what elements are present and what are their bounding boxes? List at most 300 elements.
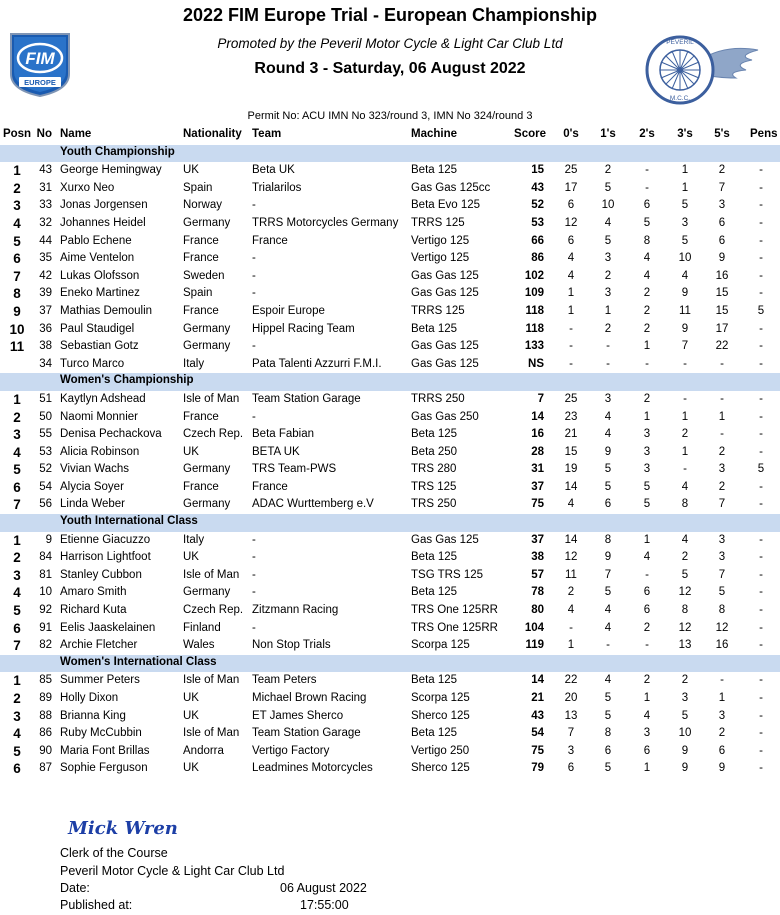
round-line: Round 3 - Saturday, 06 August 2022 [254, 60, 526, 77]
cell-name: Paul Staudigel [60, 322, 135, 335]
cell-fives: - [720, 392, 724, 405]
fim-logo-subtext: EUROPE [24, 78, 56, 87]
cell-zeros: 14 [564, 480, 578, 493]
cell-threes: 9 [681, 744, 689, 757]
col-header-threes: 3's [677, 128, 693, 140]
cell-name: Kaytlyn Adshead [60, 392, 146, 405]
col-header-score: Score [514, 128, 546, 140]
col-header-fives: 5's [714, 128, 730, 140]
cell-nationality: Italy [183, 357, 205, 370]
cell-pens: - [759, 410, 763, 423]
cell-score: 75 [531, 744, 544, 757]
cell-no: 81 [39, 568, 52, 581]
table-row [0, 162, 780, 180]
cell-threes: 1 [681, 445, 689, 458]
cell-pens: - [759, 234, 763, 247]
cell-twos: 1 [643, 410, 651, 423]
cell-team: Vertigo Factory [252, 744, 330, 757]
cell-pens: - [759, 604, 763, 617]
cell-twos: 2 [643, 621, 651, 634]
cell-zeros: 1 [567, 304, 575, 317]
cell-pens: - [759, 533, 763, 546]
cell-zeros: - [569, 340, 573, 353]
cell-machine: TRS One 125RR [411, 604, 498, 617]
cell-fives: 5 [718, 586, 726, 599]
cell-pens: - [759, 639, 763, 652]
cell-pens: - [759, 287, 763, 300]
cell-fives: 2 [718, 727, 726, 740]
cell-pens: - [759, 322, 763, 335]
cell-nationality: Isle of Man [183, 568, 240, 581]
published-label: Published at: [60, 898, 133, 912]
table-row [0, 496, 780, 514]
cell-threes: 3 [681, 692, 689, 704]
col-header-ones: 1's [600, 128, 616, 140]
cell-posn: 4 [13, 726, 21, 742]
cell-twos: 1 [643, 762, 651, 775]
cell-zeros: 20 [564, 692, 578, 704]
cell-threes: 1 [681, 164, 689, 177]
cell-posn: 6 [13, 479, 21, 495]
cell-zeros: 3 [567, 744, 575, 757]
cell-machine: Gas Gas 125cc [411, 181, 491, 194]
date-label: Date: [60, 881, 90, 895]
cell-nationality: Spain [183, 181, 213, 194]
cell-twos: 1 [643, 692, 651, 704]
section-header [0, 373, 780, 391]
table-row [0, 268, 780, 286]
cell-no: 53 [39, 445, 52, 458]
table-row [0, 233, 780, 251]
cell-ones: 5 [604, 480, 612, 493]
cell-ones: 7 [604, 568, 612, 581]
col-header-no: No [36, 128, 52, 140]
cell-score: 31 [531, 463, 544, 476]
cell-posn: 9 [13, 303, 21, 319]
cell-zeros: 6 [567, 199, 575, 212]
cell-nationality: France [183, 304, 219, 317]
cell-nationality: Sweden [183, 269, 225, 282]
cell-twos: - [645, 164, 649, 177]
cell-name: Sebastian Gotz [60, 340, 139, 353]
cell-nationality: France [183, 480, 219, 493]
cell-no: 85 [39, 674, 52, 687]
table-row [0, 180, 780, 198]
cell-machine: Gas Gas 125 [411, 269, 479, 282]
cell-team: - [252, 199, 256, 212]
cell-team: - [252, 533, 256, 546]
cell-nationality: Czech Rep. [183, 604, 244, 617]
cell-threes: 1 [681, 410, 689, 423]
cell-posn: 3 [13, 708, 21, 724]
cell-score: 43 [531, 709, 544, 722]
cell-no: 42 [39, 269, 52, 282]
cell-pens: - [759, 252, 763, 265]
table-row [0, 620, 780, 638]
table-row [0, 532, 780, 550]
cell-nationality: UK [183, 709, 199, 722]
cell-score: 102 [524, 269, 544, 282]
cell-fives: 17 [715, 322, 729, 335]
table-row [0, 444, 780, 462]
cell-score: 37 [531, 480, 544, 493]
cell-twos: 5 [643, 480, 651, 493]
cell-name: Eelis Jaaskelainen [60, 621, 156, 634]
section-title: Women's International Class [60, 655, 217, 668]
cell-team: TRRS Motorcycles Germany [252, 216, 399, 229]
cell-pens: - [759, 340, 763, 353]
cell-team: Espoir Europe [252, 304, 325, 317]
table-row [0, 321, 780, 339]
cell-name: Holly Dixon [60, 692, 119, 704]
cell-no: 34 [39, 357, 52, 370]
cell-nationality: UK [183, 445, 199, 458]
cell-fives: 22 [715, 340, 729, 353]
cell-zeros: 11 [565, 568, 577, 581]
cell-zeros: 6 [567, 762, 575, 775]
cell-pens: - [759, 551, 763, 564]
cell-zeros: 12 [564, 216, 578, 229]
cell-score: 109 [524, 287, 544, 300]
cell-pens: - [759, 568, 763, 581]
cell-no: 86 [39, 727, 52, 740]
cell-team: France [252, 234, 288, 247]
cell-ones: 6 [604, 498, 612, 511]
cell-machine: Gas Gas 125 [411, 357, 479, 370]
cell-nationality: Andorra [183, 744, 224, 757]
cell-zeros: - [569, 357, 573, 370]
section-header [0, 655, 780, 673]
cell-twos: 4 [643, 709, 651, 722]
cell-zeros: 4 [567, 604, 575, 617]
permit-line: Permit No: ACU IMN No 323/round 3, IMN No 324/round 3 [247, 110, 533, 122]
cell-ones: 5 [604, 709, 612, 722]
cell-no: 39 [39, 287, 52, 300]
cell-threes: 2 [681, 551, 689, 564]
cell-nationality: Germany [183, 586, 231, 599]
cell-twos: 4 [643, 551, 651, 564]
cell-zeros: 12 [564, 551, 578, 564]
section-title: Women's Championship [60, 374, 194, 387]
cell-threes: 2 [681, 428, 689, 441]
cell-score: 28 [531, 445, 544, 458]
cell-no: 88 [39, 709, 52, 722]
cell-ones: 8 [604, 533, 612, 546]
cell-twos: 3 [643, 463, 651, 476]
cell-posn: 1 [13, 532, 21, 548]
cell-fives: 15 [715, 287, 729, 300]
cell-ones: - [606, 357, 610, 370]
cell-team: - [252, 621, 256, 634]
table-row [0, 285, 780, 303]
col-header-pens: Pens [750, 128, 778, 140]
cell-machine: Vertigo 250 [411, 744, 470, 757]
cell-fives: 12 [715, 621, 729, 634]
cell-ones: 4 [604, 621, 612, 634]
cell-nationality: Finland [183, 621, 221, 634]
cell-machine: Vertigo 125 [411, 234, 470, 247]
peveril-logo-top-text: PEVERIL [666, 39, 694, 46]
cell-name: Amaro Smith [60, 586, 127, 599]
cell-twos: 2 [643, 392, 651, 405]
table-row [0, 409, 780, 427]
cell-nationality: UK [183, 762, 199, 775]
clerk-role: Clerk of the Course [60, 846, 168, 860]
cell-team: - [252, 252, 256, 265]
cell-threes: 5 [681, 199, 689, 212]
cell-posn: 2 [13, 550, 21, 566]
cell-name: Richard Kuta [60, 604, 127, 617]
col-header-name: Name [60, 128, 92, 140]
cell-posn: 6 [13, 761, 21, 777]
cell-name: George Hemingway [60, 164, 162, 177]
cell-fives: 7 [718, 181, 726, 194]
col-header-nationality: Nationality [183, 128, 242, 140]
fim-logo-text: FIM [25, 49, 55, 68]
cell-pens: - [759, 357, 763, 370]
cell-posn: 7 [13, 268, 21, 284]
cell-fives: 1 [718, 410, 726, 423]
cell-machine: Gas Gas 125 [411, 533, 479, 546]
signature: Mick Wren [68, 818, 178, 839]
cell-score: 78 [531, 586, 544, 599]
cell-score: 38 [531, 551, 544, 564]
cell-name: Naomi Monnier [60, 410, 138, 423]
cell-name: Vivian Wachs [60, 463, 130, 476]
cell-machine: Gas Gas 250 [411, 410, 479, 423]
cell-pens: - [759, 445, 763, 458]
cell-team: Team Station Garage [252, 727, 361, 740]
cell-posn: 1 [13, 673, 21, 689]
table-row [0, 690, 780, 708]
cell-nationality: Wales [183, 639, 215, 652]
cell-posn: 2 [13, 691, 21, 706]
cell-score: 43 [531, 181, 544, 194]
cell-team: Michael Brown Racing [252, 692, 367, 704]
cell-ones: 4 [604, 216, 612, 229]
cell-threes: 9 [681, 287, 689, 300]
cell-fives: 3 [718, 199, 726, 212]
cell-zeros: 19 [564, 463, 578, 476]
cell-machine: Beta 125 [411, 674, 458, 687]
cell-nationality: Spain [183, 287, 213, 300]
cell-ones: 2 [604, 322, 612, 335]
cell-team: Pata Talenti Azzurri F.M.I. [252, 357, 382, 370]
cell-zeros: 2 [567, 586, 575, 599]
cell-pens: - [759, 269, 763, 282]
cell-machine: TRRS 250 [411, 392, 465, 405]
table-row [0, 215, 780, 233]
cell-name: Denisa Pechackova [60, 428, 162, 441]
cell-nationality: Norway [183, 199, 222, 212]
cell-posn: 5 [13, 233, 21, 249]
cell-fives: 2 [718, 164, 726, 177]
cell-no: 33 [39, 199, 52, 212]
cell-posn: 3 [13, 427, 21, 443]
cell-team: TRS Team-PWS [252, 463, 337, 476]
cell-ones: - [606, 639, 610, 652]
cell-team: Team Peters [252, 674, 317, 687]
cell-threes: 9 [681, 762, 689, 775]
cell-pens: - [759, 392, 763, 405]
cell-twos: 5 [643, 216, 651, 229]
cell-no: 38 [39, 340, 52, 353]
cell-no: 35 [39, 252, 52, 265]
cell-posn: 2 [13, 409, 21, 425]
cell-threes: 13 [678, 639, 692, 652]
cell-twos: 4 [643, 252, 651, 265]
cell-score: 7 [537, 392, 544, 405]
cell-team: ADAC Wurttemberg e.V [252, 498, 374, 511]
cell-name: Turco Marco [60, 357, 125, 370]
col-header-machine: Machine [411, 128, 458, 140]
cell-ones: 3 [604, 252, 612, 265]
cell-machine: Beta 125 [411, 428, 458, 441]
cell-nationality: France [183, 410, 219, 423]
cell-no: 9 [45, 533, 52, 546]
cell-threes: 4 [681, 533, 689, 546]
results-table [0, 127, 780, 778]
cell-zeros: 4 [567, 498, 575, 511]
cell-ones: 5 [604, 762, 612, 775]
cell-team: - [252, 410, 256, 423]
cell-machine: TRS 125 [411, 480, 457, 493]
cell-score: 66 [531, 234, 544, 247]
peveril-mcc-logo [640, 30, 760, 108]
cell-twos: 6 [643, 744, 651, 757]
cell-score: 21 [531, 692, 544, 704]
cell-name: Ruby McCubbin [60, 727, 142, 740]
cell-pens: 5 [757, 304, 765, 317]
cell-posn: 1 [13, 391, 21, 407]
cell-machine: Gas Gas 125 [411, 340, 479, 353]
cell-name: Aime Ventelon [60, 252, 135, 265]
cell-pens: - [759, 480, 763, 493]
cell-ones: 9 [604, 445, 612, 458]
cell-name: Brianna King [60, 709, 126, 722]
table-row [0, 391, 780, 409]
club-name: Peveril Motor Cycle & Light Car Club Ltd [60, 864, 285, 878]
cell-no: 92 [39, 604, 52, 617]
table-row [0, 602, 780, 620]
cell-machine: TRRS 125 [411, 304, 465, 317]
cell-machine: Beta 125 [411, 164, 458, 177]
cell-team: Beta Fabian [252, 428, 315, 441]
cell-fives: 3 [718, 533, 726, 546]
cell-pens: - [759, 692, 763, 704]
cell-nationality: Isle of Man [183, 392, 240, 405]
table-row [0, 479, 780, 497]
cell-nationality: Isle of Man [183, 674, 240, 687]
cell-no: 10 [39, 586, 52, 599]
cell-score: 118 [525, 304, 544, 317]
col-header-zeros: 0's [563, 128, 579, 140]
page-title: 2022 FIM Europe Trial - European Championship [182, 5, 598, 25]
cell-machine: TRS 280 [411, 463, 457, 476]
cell-fives: 3 [718, 709, 726, 722]
cell-no: 44 [39, 234, 52, 247]
cell-score: 15 [531, 164, 544, 177]
table-row [0, 760, 780, 778]
cell-posn: 2 [13, 180, 21, 196]
cell-pens: - [759, 199, 763, 212]
date-value: 06 August 2022 [280, 881, 367, 895]
cell-twos: 2 [643, 322, 651, 335]
cell-score: 54 [531, 727, 544, 740]
cell-pens: - [759, 586, 763, 599]
cell-ones: 8 [604, 727, 612, 740]
cell-name: Sophie Ferguson [60, 762, 148, 775]
cell-machine: Scorpa 125 [411, 692, 470, 704]
cell-threes: 8 [681, 604, 689, 617]
cell-twos: 6 [643, 199, 651, 212]
cell-fives: 1 [718, 692, 726, 704]
cell-machine: Beta 125 [411, 586, 458, 599]
cell-team: - [252, 269, 256, 282]
cell-score: 80 [531, 604, 544, 617]
cell-no: 43 [39, 164, 52, 177]
cell-pens: - [759, 181, 763, 194]
cell-fives: 9 [718, 762, 726, 775]
cell-name: Johannes Heidel [60, 216, 146, 229]
cell-ones: 1 [604, 304, 612, 317]
cell-pens: - [759, 621, 763, 634]
fim-europe-logo [5, 30, 75, 98]
cell-name: Etienne Giacuzzo [60, 533, 151, 546]
cell-score: 14 [531, 674, 544, 687]
cell-posn: 4 [13, 585, 21, 601]
cell-ones: 4 [604, 410, 612, 423]
cell-twos: 2 [643, 674, 651, 687]
cell-no: 56 [39, 498, 52, 511]
cell-threes: 8 [681, 498, 689, 511]
table-row [0, 567, 780, 585]
cell-threes: 10 [678, 252, 692, 265]
cell-nationality: Germany [183, 322, 231, 335]
cell-score: 14 [531, 410, 544, 423]
cell-pens: - [759, 428, 763, 441]
cell-nationality: Isle of Man [183, 727, 240, 740]
table-row [0, 197, 780, 215]
cell-posn: 1 [13, 163, 21, 179]
table-row [0, 743, 780, 761]
cell-score: 104 [524, 621, 544, 634]
cell-twos: - [645, 639, 649, 652]
cell-name: Linda Weber [60, 498, 125, 511]
cell-nationality: France [183, 234, 219, 247]
cell-machine: Beta 125 [411, 551, 458, 564]
cell-pens: - [759, 216, 763, 229]
cell-threes: 3 [681, 216, 689, 229]
cell-nationality: Czech Rep. [183, 428, 244, 441]
cell-fives: - [720, 674, 724, 687]
cell-twos: - [645, 568, 649, 581]
cell-ones: 2 [604, 269, 612, 282]
cell-zeros: 23 [564, 410, 578, 423]
cell-ones: 4 [604, 604, 612, 617]
cell-threes: 12 [678, 621, 692, 634]
cell-posn: 7 [13, 638, 21, 654]
cell-threes: 4 [681, 269, 689, 282]
cell-machine: Gas Gas 125 [411, 287, 479, 300]
cell-fives: 7 [718, 568, 726, 581]
cell-score: 118 [525, 322, 544, 335]
cell-twos: 1 [643, 340, 651, 353]
cell-score: 52 [531, 199, 544, 212]
table-row [0, 725, 780, 743]
cell-no: 55 [39, 428, 52, 441]
cell-twos: 2 [643, 304, 651, 317]
